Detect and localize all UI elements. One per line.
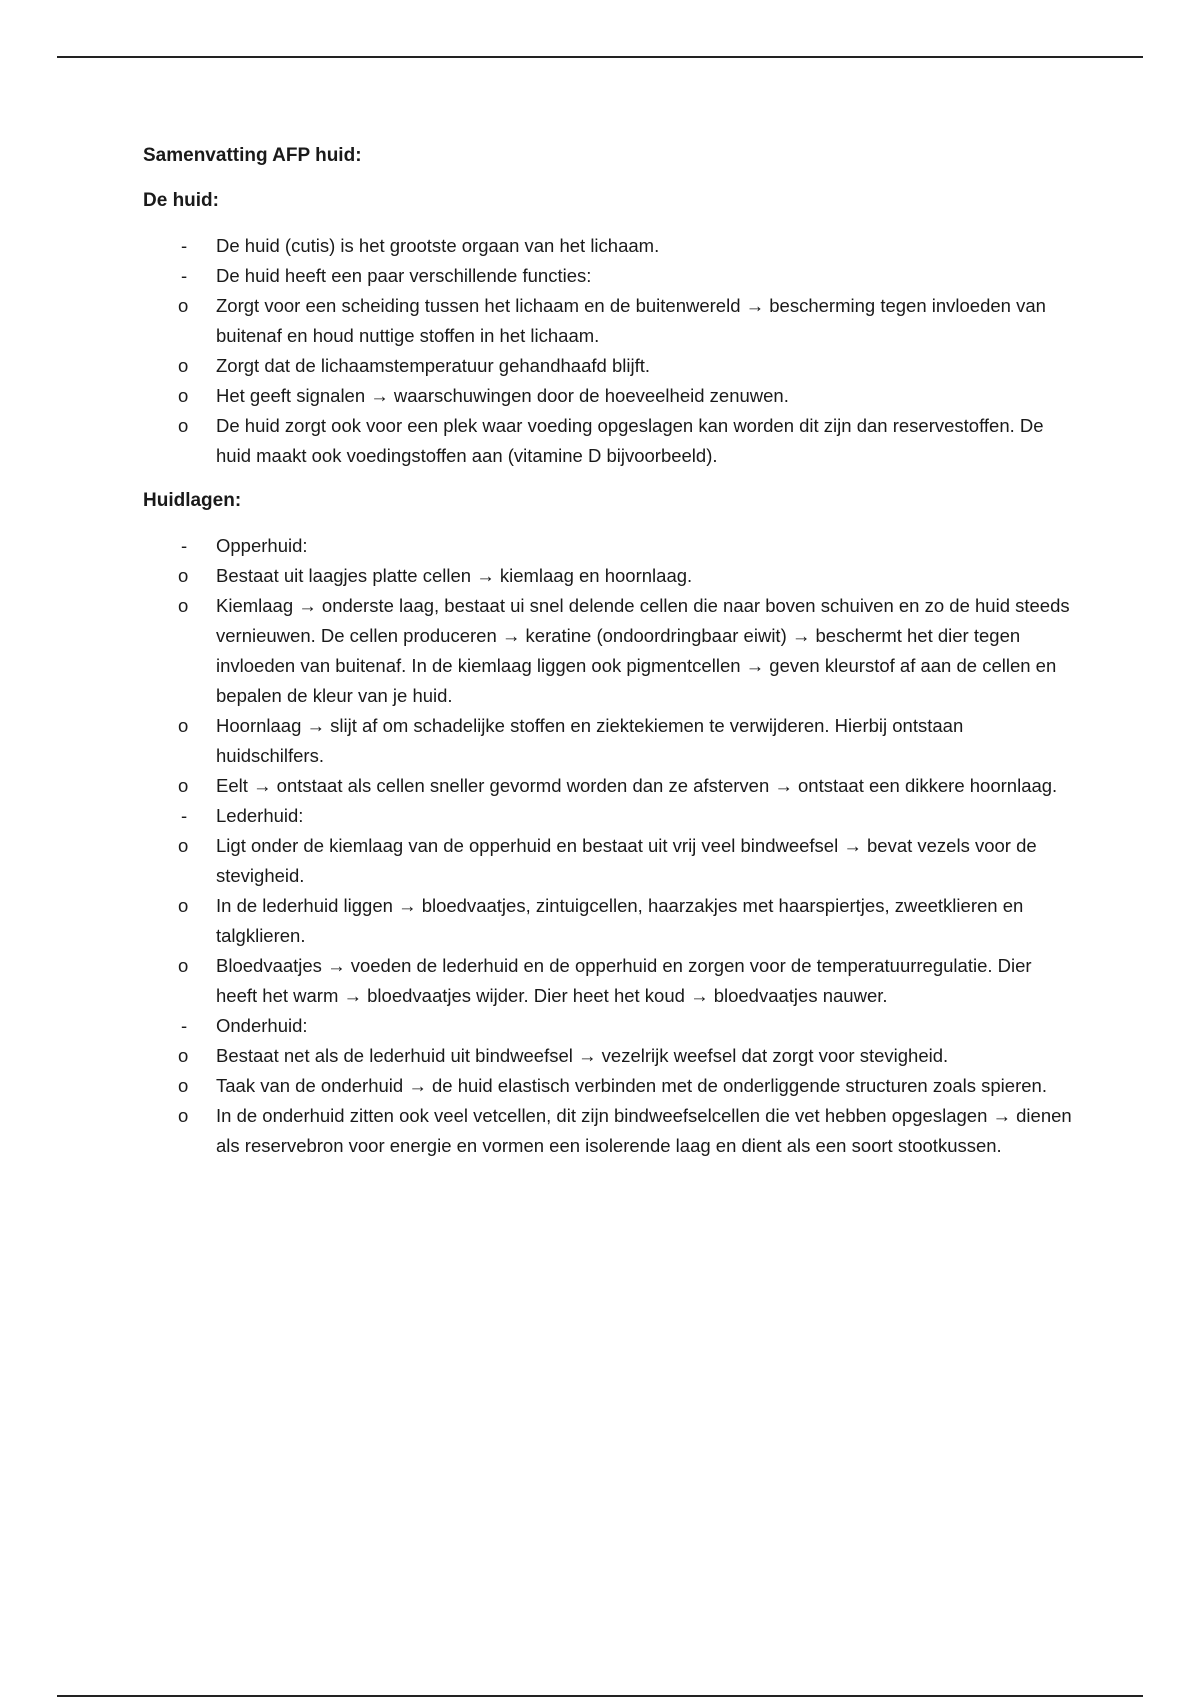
dash-bullet-icon: - — [181, 805, 188, 826]
list-item — [143, 351, 1073, 381]
list-item — [143, 1041, 1073, 1071]
list-item — [143, 381, 1073, 411]
list-item — [143, 1101, 1073, 1161]
circle-bullet-icon: o — [178, 415, 189, 436]
list-item — [143, 231, 1073, 261]
list-item — [143, 1011, 1073, 1041]
list-huidlagen — [143, 531, 1073, 1161]
dash-bullet-icon: - — [181, 535, 188, 556]
section-heading-huidlagen: Huidlagen: — [143, 490, 242, 511]
circle-bullet-icon: o — [178, 565, 189, 586]
list-item-text: Kiemlaag → onderste laag, bestaat ui snel delende cellen die naar boven schuiven en zo de huid steeds vernieuwen. De cellen produceren → keratine (ondoordringbaar eiwit) → beschermt het dier tegen invloeden van buitenaf. In de kiemlaag liggen ook pigmentcellen → geven kleurstof af aan de cellen en bepalen de kleur van je huid. — [216, 595, 1070, 706]
document-body — [143, 141, 1073, 1176]
circle-bullet-icon: o — [178, 355, 189, 376]
list-item-text: Taak van de onderhuid → de huid elastisch verbinden met de onderliggende structuren zoals spieren. — [216, 1075, 1047, 1096]
footer-rule — [57, 1695, 1143, 1697]
list-item-text: Het geeft signalen → waarschuwingen door de hoeveelheid zenuwen. — [216, 385, 789, 406]
circle-bullet-icon: o — [178, 1075, 189, 1096]
circle-bullet-icon: o — [178, 1105, 189, 1126]
list-item — [143, 561, 1073, 591]
list-item-text: Opperhuid: — [216, 535, 308, 556]
circle-bullet-icon: o — [178, 1045, 189, 1066]
list-item-text: Eelt → ontstaat als cellen sneller gevormd worden dan ze afsterven → ontstaat een dikkere hoornlaag. — [216, 775, 1058, 796]
circle-bullet-icon: o — [178, 715, 189, 736]
header-rule — [57, 56, 1143, 58]
list-item-text: Bestaat net als de lederhuid uit bindweefsel → vezelrijk weefsel dat zorgt voor stevigheid. — [216, 1045, 949, 1066]
circle-bullet-icon: o — [178, 955, 189, 976]
dash-bullet-icon: - — [181, 235, 188, 256]
circle-bullet-icon: o — [178, 895, 189, 916]
list-item — [143, 261, 1073, 291]
circle-bullet-icon: o — [178, 295, 189, 316]
circle-bullet-icon: o — [178, 775, 189, 796]
list-item-text: Zorgt dat de lichaamstemperatuur gehandhaafd blijft. — [216, 355, 650, 376]
list-item — [143, 831, 1073, 891]
dash-bullet-icon: - — [181, 1015, 188, 1036]
document-title: Samenvatting AFP huid: — [143, 145, 362, 166]
section-heading-de-huid: De huid: — [143, 190, 219, 211]
list-item-text: De huid (cutis) is het grootste orgaan van het lichaam. — [216, 235, 660, 256]
list-de-huid — [143, 231, 1073, 471]
list-item — [143, 951, 1073, 1011]
list-item — [143, 1071, 1073, 1101]
list-item — [143, 801, 1073, 831]
circle-bullet-icon: o — [178, 835, 189, 856]
list-item — [143, 711, 1073, 771]
list-item-text: Lederhuid: — [216, 805, 304, 826]
dash-bullet-icon: - — [181, 265, 188, 286]
list-item-text: In de lederhuid liggen → bloedvaatjes, zintuigcellen, haarzakjes met haarspiertjes, zweetklieren en talgklieren. — [216, 895, 1024, 946]
list-item-text: Ligt onder de kiemlaag van de opperhuid en bestaat uit vrij veel bindweefsel → bevat vezels voor de stevigheid. — [216, 835, 1037, 886]
list-item — [143, 531, 1073, 561]
list-item — [143, 771, 1073, 801]
list-item-text: Zorgt voor een scheiding tussen het lichaam en de buitenwereld → bescherming tegen invloeden van buitenaf en houd nuttige stoffen in het lichaam. — [216, 295, 1046, 346]
list-item-text: Bloedvaatjes → voeden de lederhuid en de opperhuid en zorgen voor de temperatuurregulatie. Dier heeft het warm → bloedvaatjes wijder. Dier heet het koud → bloedvaatjes nauwer. — [216, 955, 1032, 1006]
list-item-text: Bestaat uit laagjes platte cellen → kiemlaag en hoornlaag. — [216, 565, 693, 586]
list-item — [143, 291, 1073, 351]
list-item — [143, 891, 1073, 951]
list-item — [143, 411, 1073, 471]
list-item-text: Hoornlaag → slijt af om schadelijke stoffen en ziektekiemen te verwijderen. Hierbij ontstaan huidschilfers. — [216, 715, 964, 766]
list-item — [143, 591, 1073, 711]
circle-bullet-icon: o — [178, 385, 189, 406]
list-item-text: In de onderhuid zitten ook veel vetcellen, dit zijn bindweefselcellen die vet hebben opgeslagen → dienen als reservebron voor energie en vormen een isolerende laag en dient als een soort stootkussen. — [216, 1105, 1072, 1156]
circle-bullet-icon: o — [178, 595, 189, 616]
list-item-text: De huid heeft een paar verschillende functies: — [216, 265, 592, 286]
list-item-text: De huid zorgt ook voor een plek waar voeding opgeslagen kan worden dit zijn dan reservestoffen. De huid maakt ook voedingstoffen aan (vitamine D bijvoorbeeld). — [216, 415, 1044, 466]
list-item-text: Onderhuid: — [216, 1015, 308, 1036]
